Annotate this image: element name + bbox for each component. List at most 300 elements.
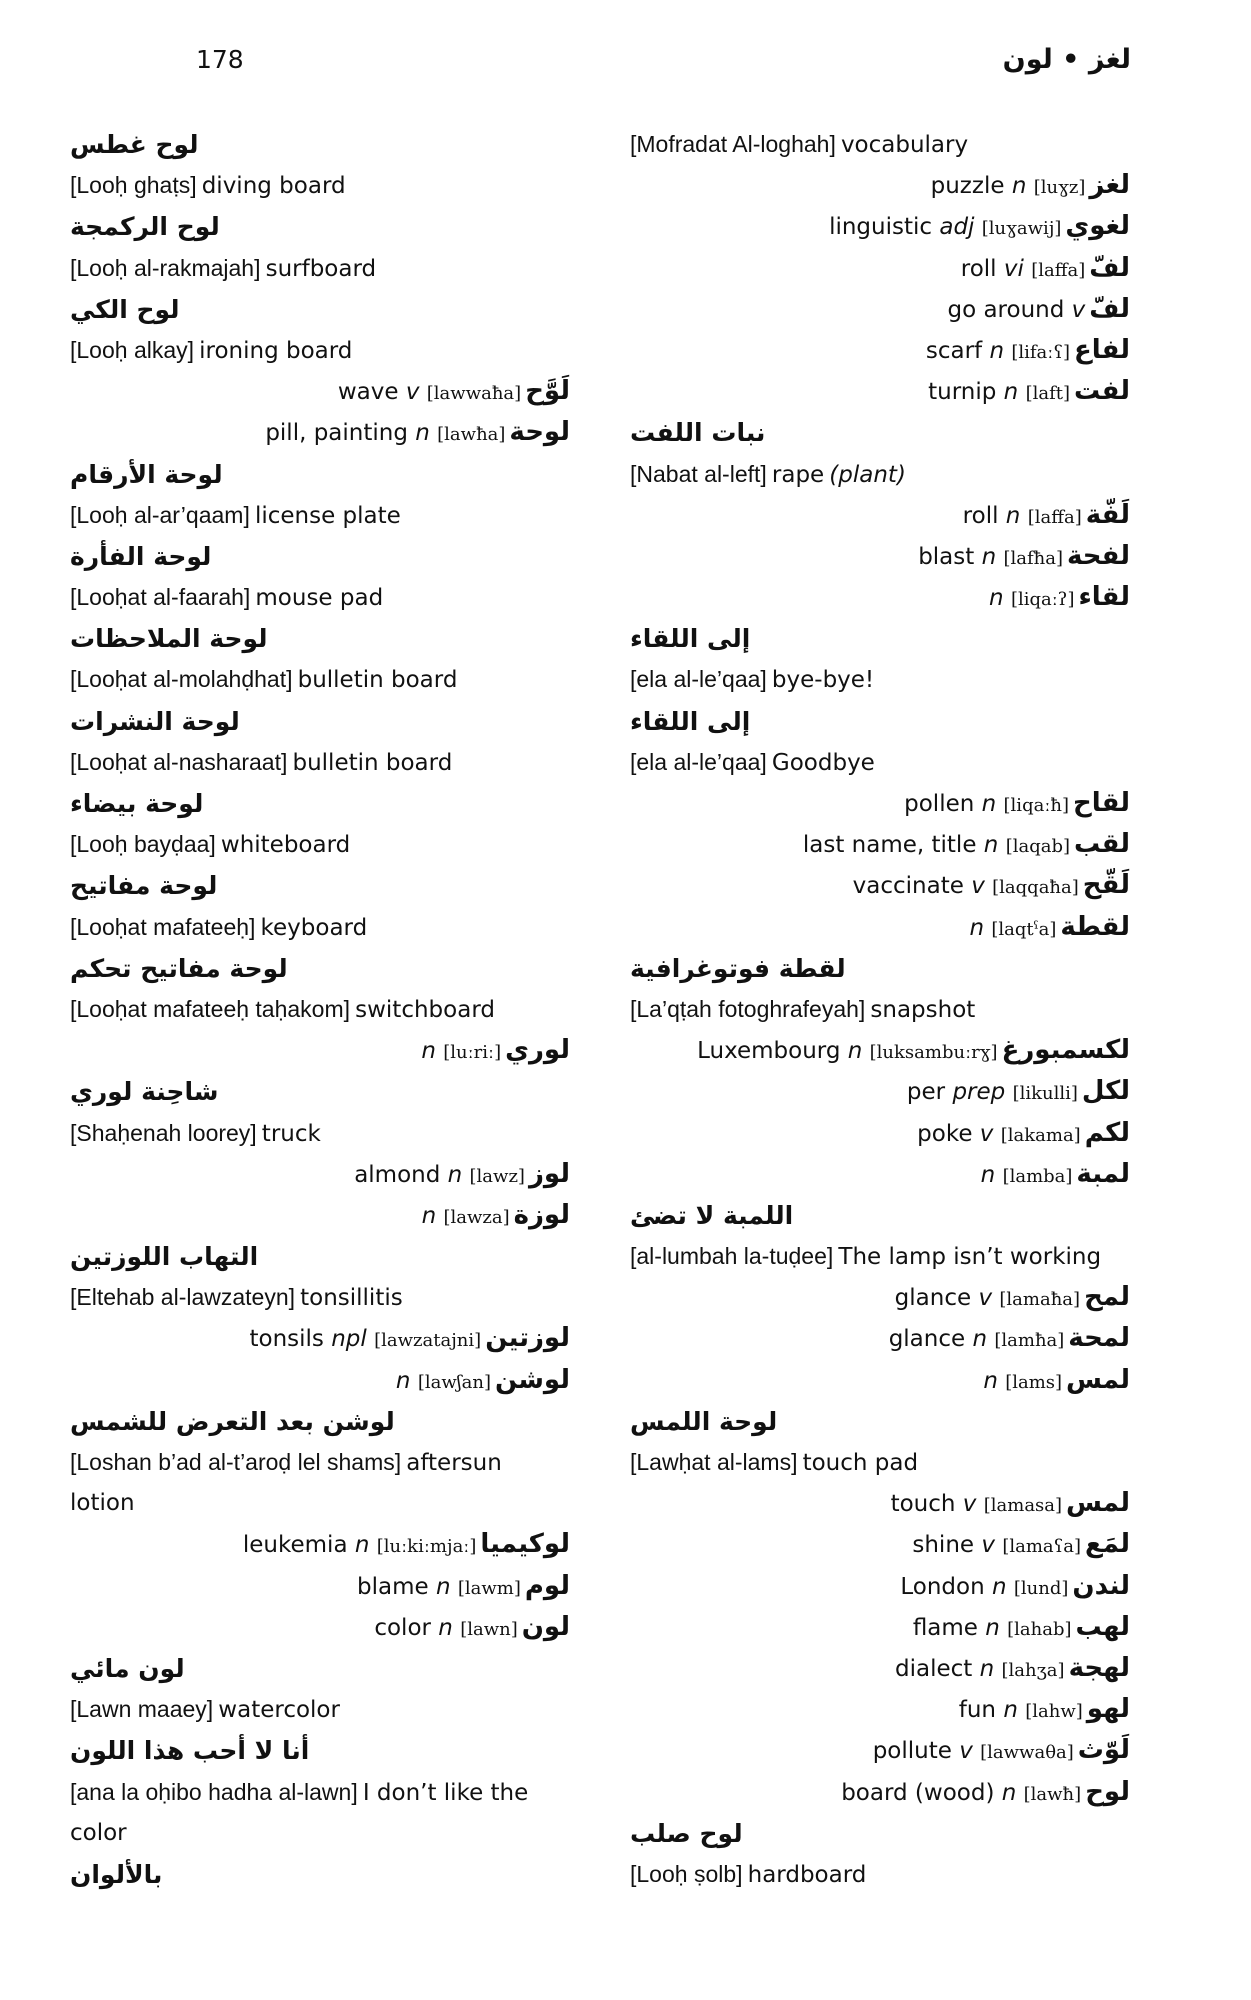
entry-line (630, 1277, 1130, 1318)
transliteration: [ela al-le’qaa] (630, 748, 767, 775)
subentry-arabic: لوح صلب (630, 1818, 743, 1848)
phrase (70, 1442, 502, 1485)
translation: tonsillitis (300, 1285, 403, 1312)
gloss-text: roll (962, 502, 999, 529)
part-of-speech: prep (952, 1079, 1006, 1106)
pronunciation: [luɣz] (1033, 177, 1086, 199)
entry-line (630, 1071, 1130, 1112)
subentry-line (70, 1648, 570, 1689)
headword: لمحة (1068, 1323, 1130, 1354)
part-of-speech: n (980, 1161, 996, 1188)
gloss (891, 1484, 1062, 1526)
entry-line (630, 1360, 1130, 1401)
gloss (912, 1525, 1081, 1567)
translation: color (70, 1819, 127, 1846)
translation: mouse pad (255, 585, 384, 612)
pronunciation: [lawwaθa] (980, 1742, 1074, 1764)
gloss-text: poke (917, 1120, 973, 1147)
transliteration: [Looḥat al-faarah] (70, 584, 251, 611)
gloss (928, 372, 1070, 414)
translation: snapshot (870, 996, 976, 1023)
part-of-speech: n (989, 585, 1004, 612)
entry-line (630, 330, 1130, 371)
gloss (895, 1649, 1065, 1691)
headword: لوري (505, 1035, 570, 1066)
pronunciation: [lawn] (460, 1618, 518, 1640)
entry-line (630, 1772, 1130, 1813)
entry-line (70, 1566, 570, 1607)
gloss (853, 866, 1079, 908)
subentry-line (70, 289, 570, 330)
pronunciation: [luksambuːrɣ] (869, 1042, 998, 1064)
transliteration: [ela al-le’qaa] (630, 666, 767, 693)
phrase-line (630, 124, 1130, 165)
translation: bye-bye! (771, 667, 875, 694)
subentry-line (70, 124, 570, 165)
phrase-line (70, 989, 570, 1030)
gloss (895, 1278, 1080, 1320)
subentry-arabic: لوحة بيضاء (70, 789, 204, 818)
headword: لقاح (1073, 788, 1130, 818)
gloss-text: wave (337, 379, 399, 406)
headword: لَوّث (1077, 1735, 1130, 1766)
gloss-text: Luxembourg (697, 1038, 841, 1065)
phrase-line (70, 1113, 570, 1154)
phrase (630, 1854, 866, 1897)
transliteration: [Looḥ alkay] (70, 336, 195, 363)
phrase-line (630, 1442, 1130, 1483)
headword: لوم (524, 1570, 570, 1601)
pronunciation: [lamaʕa] (1002, 1536, 1082, 1558)
headword: لوزة (513, 1199, 570, 1230)
part-of-speech: n (972, 1326, 988, 1353)
entry-line (630, 1154, 1130, 1195)
phrase (70, 330, 352, 373)
pronunciation: [luːkiːmjaː] (376, 1536, 477, 1558)
phrase (630, 454, 906, 497)
part-of-speech: v (979, 1120, 994, 1147)
headword: لمس (1066, 1364, 1130, 1395)
phrase-line (70, 824, 570, 865)
part-of-speech: n (421, 1202, 437, 1229)
phrase (630, 1442, 918, 1485)
headword: لغز (1089, 170, 1130, 201)
phrase-line (70, 1442, 570, 1483)
entry-line (630, 1030, 1130, 1071)
subentry-line (630, 412, 1130, 453)
pronunciation: [laft] (1025, 383, 1070, 405)
phrase-line (70, 248, 570, 289)
phrase (630, 124, 968, 167)
entry-line (630, 1730, 1130, 1771)
transliteration: [Loshan b’ad al-t’aroḍ lel shams] (70, 1449, 402, 1475)
gloss-text: roll (960, 255, 997, 282)
headword: لوز (528, 1158, 570, 1189)
entry-line (70, 371, 570, 412)
entry-line (630, 824, 1130, 865)
right-column (630, 124, 1130, 1895)
gloss (931, 166, 1086, 208)
gloss (421, 1031, 501, 1073)
gloss-text: dialect (895, 1655, 973, 1682)
transliteration: [Looḥat al-nasharaat] (70, 748, 288, 775)
transliteration: [Looḥat mafateeḥ taḥakom] (70, 995, 351, 1022)
part-of-speech: n (992, 1573, 1007, 1600)
part-of-speech: n (1003, 379, 1019, 406)
subentry-line (70, 206, 570, 247)
transliteration: [Looḥ ghaṭs] (70, 172, 197, 199)
headword: لوحة (509, 417, 570, 448)
entry-line (630, 1483, 1130, 1524)
gloss (354, 1155, 525, 1197)
gloss (904, 784, 1069, 826)
translation: ironing board (199, 337, 353, 364)
pronunciation: [lawzatajni] (374, 1330, 482, 1352)
part-of-speech: n (969, 914, 985, 941)
subentry-line (70, 948, 570, 989)
gloss (422, 1196, 510, 1238)
pronunciation: [laqqaħa] (992, 877, 1079, 899)
phrase-line (630, 742, 1130, 783)
part-of-speech: n (447, 1161, 463, 1188)
gloss (900, 1567, 1068, 1609)
translation: watercolor (218, 1697, 340, 1724)
entry-line (630, 371, 1130, 412)
translation: diving board (201, 173, 346, 200)
part-of-speech: v (971, 873, 985, 900)
gloss (907, 1072, 1078, 1114)
entry-line (70, 412, 570, 453)
pronunciation: [lahʒa] (1001, 1659, 1065, 1681)
entry-line (630, 536, 1130, 577)
subentry-line (70, 536, 570, 577)
translation: truck (261, 1120, 321, 1147)
gloss-text: pill, painting (265, 420, 408, 447)
entry-line (70, 1154, 570, 1195)
subentry-arabic: لوحة اللمس (630, 1406, 778, 1436)
gloss (265, 413, 505, 455)
gloss-text: puzzle (930, 173, 1005, 200)
subentry-arabic: لوحة مفاتيح تحكم (70, 953, 288, 983)
part-of-speech: n (989, 337, 1005, 364)
pronunciation: [lahw] (1025, 1701, 1083, 1723)
phrase-line (70, 1772, 570, 1813)
gloss (981, 1155, 1073, 1197)
part-of-speech: n (1003, 1697, 1018, 1724)
subentry-line (70, 618, 570, 659)
gloss (963, 496, 1082, 538)
phrase (70, 1113, 321, 1156)
part-of-speech: v (962, 1491, 977, 1518)
part-of-speech: n (415, 420, 430, 447)
gloss (959, 1690, 1083, 1732)
transliteration: [Shaḥenah loorey] (70, 1119, 257, 1146)
part-of-speech: n (438, 1614, 453, 1641)
headword: لغوي (1065, 211, 1130, 242)
gloss (989, 578, 1074, 620)
phrase-line (70, 742, 570, 783)
gloss (917, 1114, 1081, 1156)
gloss-text: almond (354, 1161, 441, 1188)
headword: لمبة (1076, 1158, 1130, 1189)
subentry-line (630, 948, 1130, 989)
phrase (70, 577, 383, 620)
pronunciation: [luːriː] (443, 1042, 502, 1064)
entry-line (630, 1689, 1130, 1730)
subentry-arabic: لوحة الأرقام (70, 459, 223, 489)
phrase-line (70, 495, 570, 536)
translation: aftersun (406, 1450, 502, 1476)
pronunciation: [lams] (1005, 1371, 1063, 1393)
phrase-line (70, 1813, 570, 1854)
headword: لون (521, 1611, 570, 1642)
pronunciation: [lakama] (1000, 1124, 1081, 1146)
subentry-arabic: أنا لا أحب هذا اللون (70, 1736, 310, 1766)
headword: لهجة (1068, 1652, 1130, 1683)
gloss-text: glance (894, 1285, 972, 1312)
part-of-speech: npl (331, 1326, 367, 1353)
translation: surfboard (265, 255, 377, 282)
headword: لكل (1081, 1076, 1130, 1107)
gloss-text: touch (890, 1491, 956, 1518)
phrase-line (70, 659, 570, 700)
part-of-speech: v (978, 1285, 993, 1312)
headword: لَفّة (1085, 499, 1130, 530)
headword: لفاع (1074, 334, 1130, 365)
entry-line (70, 1318, 570, 1359)
headword: لكم (1084, 1117, 1130, 1148)
entry-line (630, 907, 1130, 948)
subentry-arabic: بالألوان (70, 1859, 163, 1889)
subentry-line (70, 783, 570, 824)
gloss-text: flame (912, 1614, 978, 1641)
subentry-arabic: لوح غطس (70, 130, 199, 159)
gloss-text: shine (912, 1532, 975, 1559)
translation: license plate (254, 502, 401, 529)
headword: لفّ (1089, 252, 1130, 283)
gloss-text: blast (918, 543, 975, 570)
pronunciation: [laffa] (1027, 506, 1082, 528)
phrase (70, 742, 452, 785)
gloss (889, 1319, 1065, 1361)
pronunciation: [laqtˤa] (991, 918, 1057, 940)
transliteration: [Mofradat Al-loghah] (630, 131, 836, 157)
part-of-speech: v (981, 1532, 995, 1559)
subentry-arabic: إلى اللقاء (630, 706, 751, 736)
subentry-line (630, 1813, 1130, 1854)
gloss-text: board (wood) (841, 1779, 995, 1806)
phrase-line (70, 1689, 570, 1730)
phrase (70, 907, 367, 950)
entry-line (70, 1607, 570, 1648)
headword: لفّ (1089, 293, 1130, 324)
headword: لَوَّح (525, 376, 570, 407)
phrase-line (70, 1277, 570, 1318)
pronunciation: [lamħa] (994, 1330, 1065, 1352)
gloss (697, 1031, 997, 1073)
translation: hardboard (747, 1861, 867, 1888)
headword: لمس (1066, 1488, 1130, 1519)
phrase-line (630, 989, 1130, 1030)
subentry-arabic: شاحِنة لوري (70, 1077, 219, 1107)
pronunciation: [lawm] (457, 1577, 521, 1599)
transliteration: [Lawn maaey] (70, 1696, 214, 1723)
phrase-line (70, 577, 570, 618)
headword: لقطة (1060, 911, 1130, 942)
subentry-arabic: لوحة الفأرة (70, 541, 212, 571)
headword: لمَع (1085, 1529, 1130, 1560)
pronunciation: [likulli] (1012, 1083, 1078, 1105)
headword: لقب (1074, 829, 1130, 860)
subentry-line (630, 1195, 1130, 1236)
pronunciation: [lawz] (469, 1165, 525, 1187)
pronunciation: [lawza] (443, 1206, 510, 1228)
entry-line (630, 1566, 1130, 1607)
part-of-speech: adj (939, 214, 975, 241)
translation: vocabulary (840, 132, 969, 158)
entry-line (630, 783, 1130, 824)
gloss (983, 1361, 1062, 1403)
pronunciation: [lifaːʕ] (1011, 341, 1070, 363)
transliteration: [Looḥ bayḍaa] (70, 831, 216, 858)
pronunciation: [lamaħa] (999, 1289, 1081, 1311)
pronunciation: [liqaːħ] (1003, 795, 1070, 816)
subentry-arabic: اللمبة لا تضئ (630, 1200, 794, 1230)
gloss (243, 1525, 477, 1567)
phrase-line (630, 1854, 1130, 1895)
headword: لفت (1074, 376, 1130, 407)
gloss-text: glance (888, 1326, 966, 1353)
transliteration: [Nabat al-left] (630, 460, 767, 487)
subentry-line (70, 1236, 570, 1277)
pronunciation: [lamba] (1002, 1165, 1073, 1187)
part-of-speech: n (981, 543, 997, 570)
entry-line (630, 495, 1130, 536)
gloss-text: linguistic (829, 214, 933, 241)
phrase (630, 742, 875, 785)
gloss-text: scarf (925, 337, 983, 364)
translation: The lamp isn’t working (838, 1244, 1102, 1271)
headword: لوزتين (485, 1323, 570, 1354)
entry-line (630, 289, 1130, 330)
pronunciation: [lawʃan] (417, 1371, 491, 1393)
headword: لقاء (1078, 582, 1130, 613)
entry-line (70, 1524, 570, 1565)
pronunciation: [laffa] (1031, 259, 1086, 281)
pronunciation: [luɣawij] (981, 218, 1062, 240)
translation: keyboard (260, 914, 368, 941)
pronunciation: [lawħa] (437, 424, 506, 446)
translation: lotion (70, 1490, 135, 1517)
part-of-speech: n (395, 1367, 411, 1394)
phrase (630, 989, 975, 1032)
entry-line (630, 865, 1130, 906)
gloss (250, 1319, 482, 1361)
part-of-speech: n (435, 1573, 451, 1600)
transliteration: [Lawḥat al-lams] (630, 1449, 798, 1475)
phrase (70, 1813, 127, 1855)
phrase-line (70, 1483, 570, 1524)
gloss-text: color (374, 1614, 431, 1641)
phrase-line (70, 330, 570, 371)
gloss-text: blame (357, 1573, 429, 1600)
headword: لوكيميا (480, 1529, 570, 1560)
entry-line (630, 1607, 1130, 1648)
subentry-line (630, 701, 1130, 742)
gloss-text: pollute (872, 1738, 952, 1765)
phrase-line (70, 907, 570, 948)
headword: لوح (1085, 1776, 1130, 1807)
gloss (961, 249, 1086, 291)
phrase (70, 248, 376, 291)
pronunciation: [lund] (1013, 1577, 1069, 1599)
entry-line (70, 1360, 570, 1401)
entry-line (630, 1318, 1130, 1359)
entry-line (630, 248, 1130, 289)
gloss-text: London (900, 1573, 985, 1600)
pronunciation: [lafħa] (1003, 547, 1064, 569)
gloss-text: turnip (928, 379, 997, 406)
translation: Goodbye (771, 749, 875, 776)
subentry-line (70, 1071, 570, 1112)
entry-line (630, 1113, 1130, 1154)
part-of-speech: n (983, 1367, 998, 1394)
gloss (338, 372, 521, 414)
translation: rape (771, 461, 825, 488)
subentry-arabic: لوشن بعد التعرض للشمس (70, 1406, 395, 1436)
transliteration: [Looḥat al-molahḍhat] (70, 666, 293, 693)
entry-line (630, 1524, 1130, 1565)
phrase (70, 1483, 135, 1525)
part-of-speech: n (979, 1655, 995, 1682)
transliteration: [Looḥ al-rakmajah] (70, 254, 261, 281)
part-of-speech: vi (1003, 255, 1024, 282)
gloss (829, 207, 1061, 249)
entry-line (630, 165, 1130, 206)
gloss-text: last name, title (802, 832, 977, 859)
phrase (70, 1772, 528, 1815)
gloss (947, 290, 1085, 331)
pronunciation: [lawwaħa] (426, 383, 522, 405)
page-number: 178 (196, 45, 244, 74)
subentry-line (70, 865, 570, 906)
phrase-line (70, 165, 570, 206)
subentry-arabic: لوحة الملاحظات (70, 624, 268, 654)
entry-line (70, 1195, 570, 1236)
pronunciation: [laqab] (1005, 836, 1070, 858)
part-of-speech: n (985, 1614, 1000, 1641)
part-of-speech: n (983, 832, 999, 859)
headword: لوشن (494, 1364, 570, 1395)
phrase (70, 1689, 340, 1732)
part-of-speech: v (1071, 296, 1086, 323)
gloss (918, 537, 1063, 579)
gloss-text: pollen (904, 791, 975, 817)
gloss (374, 1608, 517, 1650)
headword: لَقّح (1082, 870, 1130, 901)
translation: touch pad (802, 1450, 919, 1476)
translation: whiteboard (220, 832, 351, 859)
running-head: لغز • لون (1002, 44, 1131, 75)
gloss (841, 1773, 1081, 1815)
transliteration: [Eltehab al-lawzateyn] (70, 1284, 296, 1311)
subentry-arabic: لقطة فوتوغرافية (630, 953, 846, 983)
phrase (70, 824, 350, 867)
gloss (803, 825, 1070, 867)
headword: لهو (1086, 1694, 1130, 1725)
subentry-line (630, 1401, 1130, 1442)
entry-line (630, 577, 1130, 618)
